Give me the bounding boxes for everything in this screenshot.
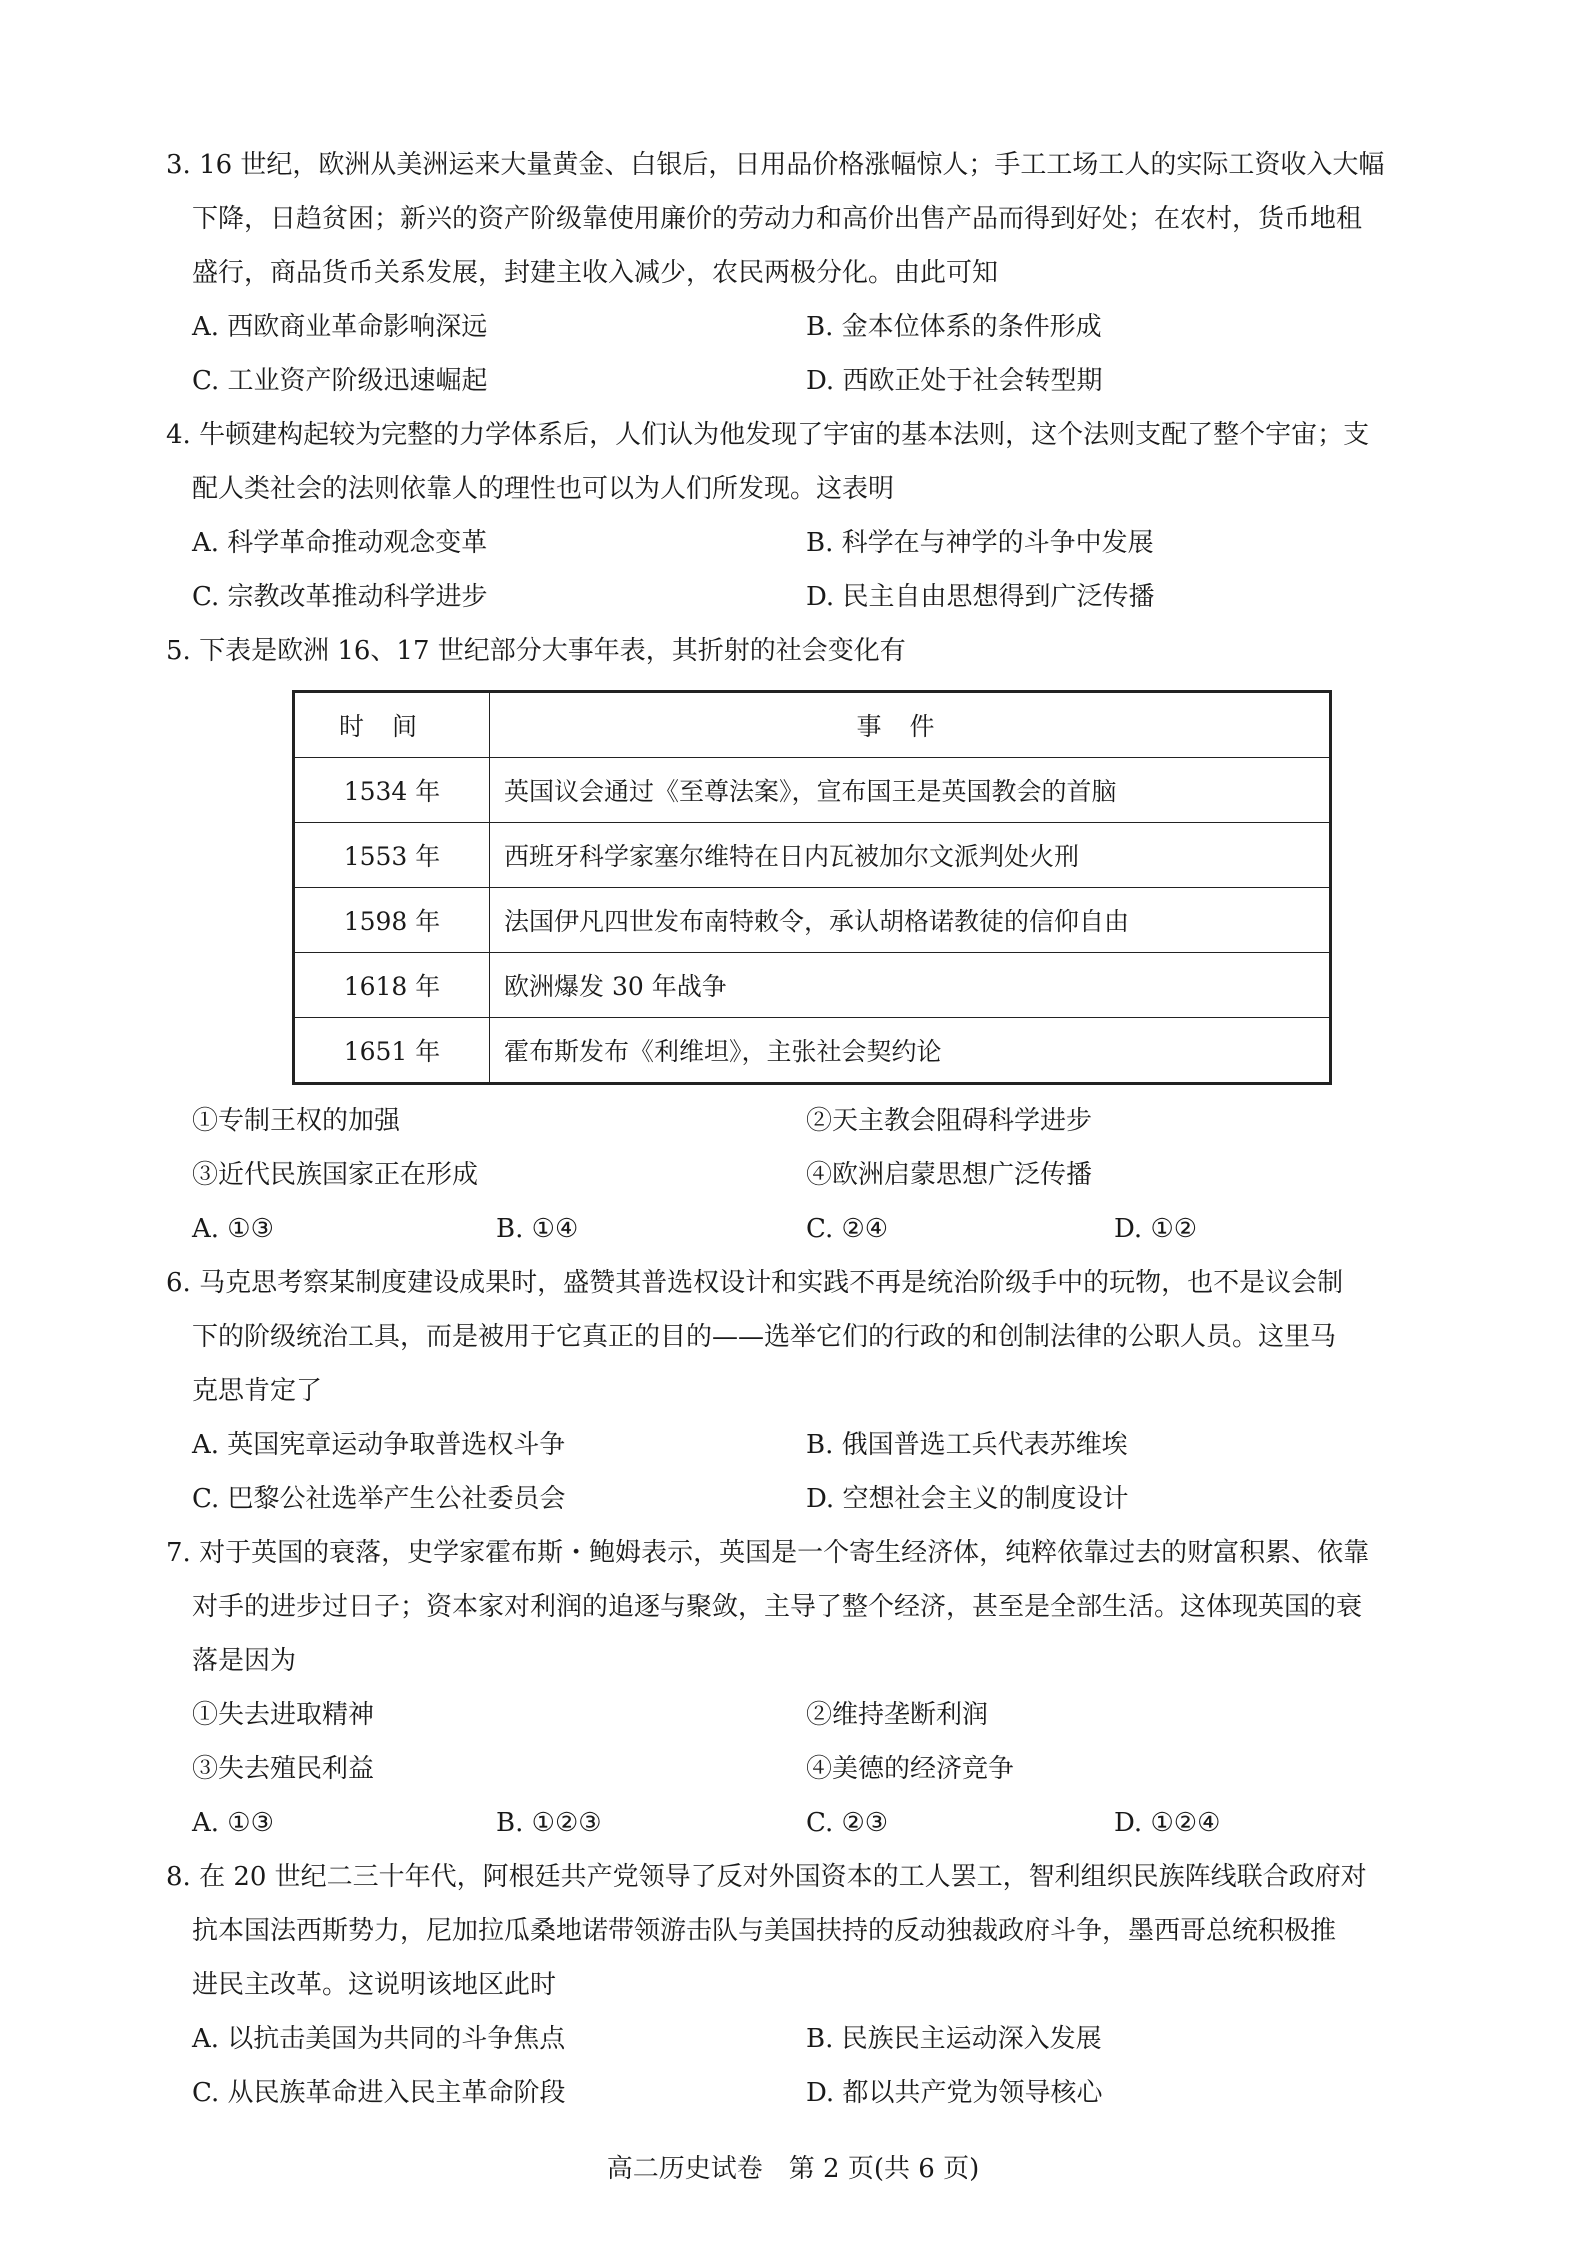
table-header-time: 时间 bbox=[294, 692, 490, 758]
question-stem-line: 抗本国法西斯势力，尼加拉瓜桑地诺带领游击队与美国扶持的反动独裁政府斗争，墨西哥总统积极推 bbox=[192, 1916, 1337, 1946]
statements-row bbox=[166, 1742, 1420, 1796]
option-a[interactable]: A. ①③ bbox=[192, 1214, 274, 1244]
statements-row bbox=[166, 1148, 1420, 1202]
option-d[interactable]: D. 西欧正处于社会转型期 bbox=[806, 366, 1103, 396]
option-c[interactable]: C. ②④ bbox=[806, 1214, 889, 1244]
option-d[interactable]: D. 都以共产党为领导核心 bbox=[806, 2078, 1103, 2108]
table-cell-year: 1534 年 bbox=[294, 758, 490, 823]
question-stem-line: 8. 在 20 世纪二三十年代，阿根廷共产党领导了反对外国资本的工人罢工，智利组织民族阵线联合政府对 bbox=[166, 1862, 1367, 1892]
options-row bbox=[166, 300, 1420, 354]
table-header-row bbox=[294, 692, 1331, 758]
options-row bbox=[166, 570, 1420, 624]
statement-2: ②维持垄断利润 bbox=[806, 1700, 989, 1730]
question-stem-line: 盛行，商品货币关系发展，封建主收入减少，农民两极分化。由此可知 bbox=[192, 258, 999, 288]
option-b[interactable]: B. 俄国普选工兵代表苏维埃 bbox=[806, 1430, 1128, 1460]
question-stem-line: 4. 牛顿建构起较为完整的力学体系后，人们认为他发现了宇宙的基本法则，这个法则支配了整个宇宙；支 bbox=[166, 420, 1370, 450]
question-stem: 5. 下表是欧洲 16、17 世纪部分大事年表，其折射的社会变化有 bbox=[166, 636, 906, 666]
option-c[interactable]: C. 工业资产阶级迅速崛起 bbox=[192, 366, 488, 396]
options-row bbox=[166, 2066, 1420, 2120]
options-row bbox=[166, 354, 1420, 408]
table-cell-year: 1618 年 bbox=[294, 953, 490, 1018]
table-cell-event: 英国议会通过《至尊法案》，宣布国王是英国教会的首脑 bbox=[490, 758, 1331, 823]
option-c[interactable]: C. 巴黎公社选举产生公社委员会 bbox=[192, 1484, 566, 1514]
options-row bbox=[166, 2012, 1420, 2066]
option-d[interactable]: D. 民主自由思想得到广泛传播 bbox=[806, 582, 1155, 612]
table-cell-event: 霍布斯发布《利维坦》，主张社会契约论 bbox=[490, 1018, 1331, 1084]
question-stem-line: 下的阶级统治工具，而是被用于它真正的目的——选举它们的行政的和创制法律的公职人员。这里马 bbox=[192, 1322, 1337, 1352]
option-a[interactable]: A. 科学革命推动观念变革 bbox=[192, 528, 488, 558]
statement-4: ④欧洲启蒙思想广泛传播 bbox=[806, 1160, 1093, 1190]
table-cell-year: 1553 年 bbox=[294, 823, 490, 888]
option-d[interactable]: D. 空想社会主义的制度设计 bbox=[806, 1484, 1129, 1514]
options-row bbox=[166, 1796, 1420, 1850]
statement-4: ④美德的经济竞争 bbox=[806, 1754, 1015, 1784]
question-stem-line: 下降，日趋贫困；新兴的资产阶级靠使用廉价的劳动力和高价出售产品而得到好处；在农村，货币地租 bbox=[192, 204, 1363, 234]
option-c[interactable]: C. 宗教改革推动科学进步 bbox=[192, 582, 488, 612]
statement-1: ①失去进取精神 bbox=[192, 1700, 375, 1730]
statement-3: ③近代民族国家正在形成 bbox=[192, 1160, 479, 1190]
events-table bbox=[292, 690, 1332, 1085]
option-c[interactable]: C. 从民族革命进入民主革命阶段 bbox=[192, 2078, 566, 2108]
option-b[interactable]: B. ①④ bbox=[496, 1214, 579, 1244]
option-a[interactable]: A. ①③ bbox=[192, 1808, 274, 1838]
statement-3: ③失去殖民利益 bbox=[192, 1754, 375, 1784]
table-header-event: 事件 bbox=[490, 692, 1331, 758]
statement-2: ②天主教会阻碍科学进步 bbox=[806, 1106, 1093, 1136]
question-stem-line: 落是因为 bbox=[192, 1646, 297, 1676]
table-cell-event: 西班牙科学家塞尔维特在日内瓦被加尔文派判处火刑 bbox=[490, 823, 1331, 888]
options-row bbox=[166, 1202, 1420, 1256]
table-cell-year: 1651 年 bbox=[294, 1018, 490, 1084]
options-row bbox=[166, 1472, 1420, 1526]
option-d[interactable]: D. ①②④ bbox=[1114, 1808, 1221, 1838]
table-row bbox=[294, 953, 1331, 1018]
table-row bbox=[294, 823, 1331, 888]
option-b[interactable]: B. 科学在与神学的斗争中发展 bbox=[806, 528, 1154, 558]
option-d[interactable]: D. ①② bbox=[1114, 1214, 1198, 1244]
question-stem-line: 克思肯定了 bbox=[192, 1376, 323, 1406]
statements-row bbox=[166, 1688, 1420, 1742]
option-a[interactable]: A. 西欧商业革命影响深远 bbox=[192, 312, 488, 342]
table-cell-year: 1598 年 bbox=[294, 888, 490, 953]
page-footer: 高二历史试卷 第 2 页(共 6 页) bbox=[606, 2154, 980, 2184]
statement-1: ①专制王权的加强 bbox=[192, 1106, 401, 1136]
question-stem-line: 对手的进步过日子；资本家对利润的追逐与聚敛，主导了整个经济，甚至是全部生活。这体现英国的衰 bbox=[192, 1592, 1363, 1622]
table-row bbox=[294, 758, 1331, 823]
question-stem-line: 3. 16 世纪，欧洲从美洲运来大量黄金、白银后，日用品价格涨幅惊人；手工工场工人的实际工资收入大幅 bbox=[166, 150, 1385, 180]
options-row bbox=[166, 516, 1420, 570]
question-stem-line: 进民主改革。这说明该地区此时 bbox=[192, 1970, 557, 2000]
table-row bbox=[294, 1018, 1331, 1084]
table-row bbox=[294, 888, 1331, 953]
question-stem-line: 6. 马克思考察某制度建设成果时，盛赞其普选权设计和实践不再是统治阶级手中的玩物，也不是议会制 bbox=[166, 1268, 1344, 1298]
statements-row bbox=[166, 1094, 1420, 1148]
table-cell-event: 欧洲爆发 30 年战争 bbox=[490, 953, 1331, 1018]
option-b[interactable]: B. 金本位体系的条件形成 bbox=[806, 312, 1102, 342]
option-a[interactable]: A. 以抗击美国为共同的斗争焦点 bbox=[192, 2024, 566, 2054]
option-b[interactable]: B. 民族民主运动深入发展 bbox=[806, 2024, 1102, 2054]
option-c[interactable]: C. ②③ bbox=[806, 1808, 889, 1838]
question-stem-line: 7. 对于英国的衰落，史学家霍布斯・鲍姆表示，英国是一个寄生经济体，纯粹依靠过去的财富积累、依靠 bbox=[166, 1538, 1370, 1568]
question-stem-line: 配人类社会的法则依靠人的理性也可以为人们所发现。这表明 bbox=[192, 474, 895, 504]
option-b[interactable]: B. ①②③ bbox=[496, 1808, 602, 1838]
table-cell-event: 法国伊凡四世发布南特敕令，承认胡格诺教徒的信仰自由 bbox=[490, 888, 1331, 953]
options-row bbox=[166, 1418, 1420, 1472]
option-a[interactable]: A. 英国宪章运动争取普选权斗争 bbox=[192, 1430, 566, 1460]
